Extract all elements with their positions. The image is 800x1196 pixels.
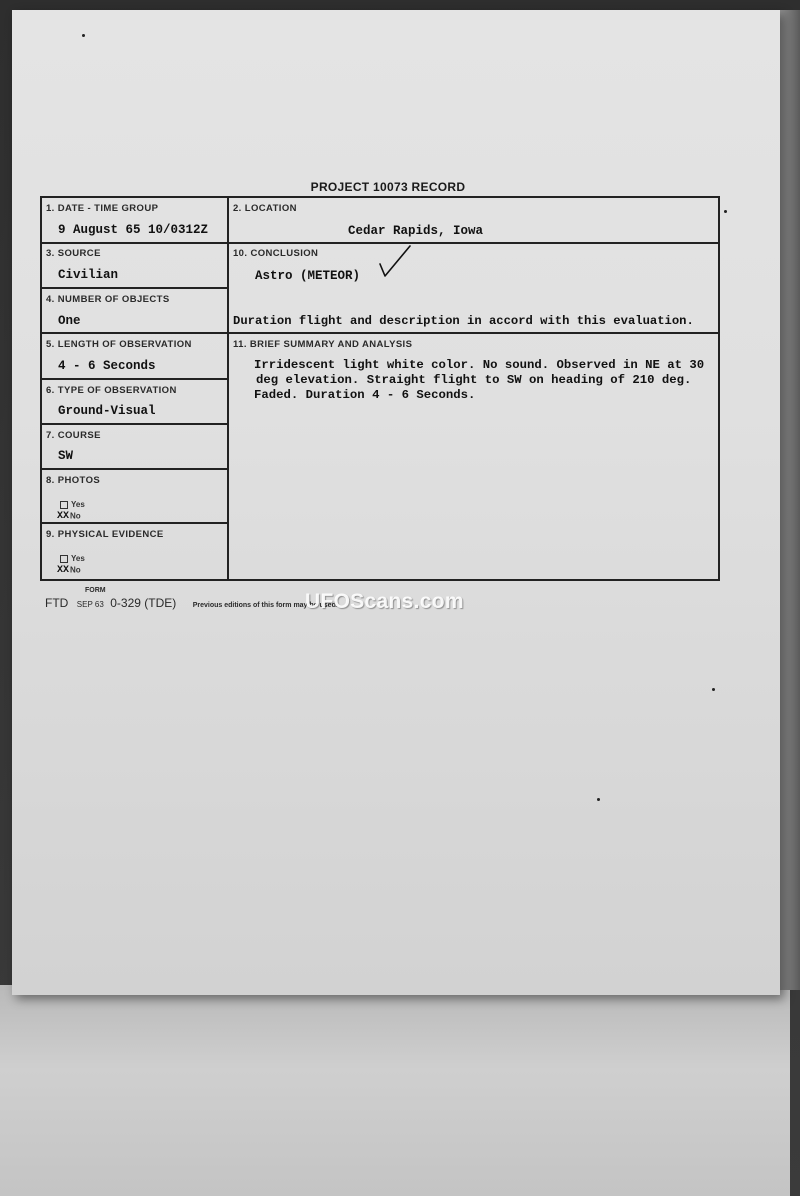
dust-speck <box>724 210 727 213</box>
date-time-group-label: 1. DATE - TIME GROUP <box>46 203 159 214</box>
photos-label: 8. PHOTOS <box>46 475 101 486</box>
form-footer <box>45 587 338 612</box>
length-of-observation-label: 5. LENGTH OF OBSERVATION <box>46 339 192 350</box>
form-date: SEP 63 <box>76 600 104 609</box>
row-divider <box>227 332 718 334</box>
photos-no-label: No <box>70 511 81 521</box>
summary-line: Irridescent light white color. No sound. Observed in NE at 30 <box>254 358 705 372</box>
summary-line: Faded. Duration 4 - 6 Seconds. <box>254 388 476 402</box>
row-divider <box>42 423 228 425</box>
physical-evidence-no-label: No <box>70 565 81 575</box>
record-title: PROJECT 10073 RECORD <box>310 180 466 194</box>
location-value: Cedar Rapids, Iowa <box>348 224 484 238</box>
source-value: Civilian <box>58 268 119 282</box>
physical-evidence-no-mark: XX <box>57 565 70 576</box>
length-of-observation-value: 4 - 6 Seconds <box>58 359 156 373</box>
location-label: 2. LOCATION <box>233 203 297 214</box>
source-label: 3. SOURCE <box>46 248 101 259</box>
photos-yes-option <box>60 500 85 509</box>
course-value: SW <box>58 449 74 463</box>
checkbox-icon <box>60 501 68 509</box>
summary-line: deg elevation. Straight flight to SW on heading of 210 deg. <box>256 373 692 387</box>
dust-speck <box>597 798 600 801</box>
conclusion-label: 10. CONCLUSION <box>233 248 319 259</box>
photos-no-option <box>57 511 81 522</box>
photos-no-mark: XX <box>57 511 70 522</box>
row-divider <box>42 378 228 380</box>
row-divider <box>42 522 228 524</box>
brief-summary-label: 11. BRIEF SUMMARY AND ANALYSIS <box>233 339 413 350</box>
row-divider <box>42 468 228 470</box>
conclusion-note: Duration flight and description in accord with this evaluation. <box>233 314 694 328</box>
brief-summary-text <box>254 358 724 403</box>
physical-evidence-label: 9. PHYSICAL EVIDENCE <box>46 529 164 540</box>
course-label: 7. COURSE <box>46 430 101 441</box>
photos-yes-label: Yes <box>71 500 85 509</box>
checkbox-icon <box>60 555 68 563</box>
checkmark-icon <box>376 244 416 280</box>
date-time-group-value: 9 August 65 10/0312Z <box>58 223 209 237</box>
form-id: FTD <box>45 596 69 610</box>
form-number: 0-329 (TDE) <box>110 596 177 610</box>
dust-speck <box>82 34 85 37</box>
row-divider <box>42 332 228 334</box>
number-of-objects-label: 4. NUMBER OF OBJECTS <box>46 294 170 305</box>
number-of-objects-value: One <box>58 314 81 328</box>
page-edge-shadow <box>778 10 800 990</box>
row-divider <box>42 242 228 244</box>
form-word: FORM <box>85 587 106 594</box>
previous-editions-note: Previous editions of this form may be used. <box>192 602 338 609</box>
conclusion-value: Astro (METEOR) <box>255 269 361 283</box>
physical-evidence-yes-option <box>60 554 85 563</box>
row-divider <box>42 287 228 289</box>
type-of-observation-value: Ground-Visual <box>58 404 156 418</box>
physical-evidence-yes-label: Yes <box>71 554 85 563</box>
physical-evidence-no-option <box>57 565 81 576</box>
lower-sheet <box>0 985 790 1196</box>
type-of-observation-label: 6. TYPE OF OBSERVATION <box>46 385 177 396</box>
row-divider <box>227 242 718 244</box>
watermark: UFOScans.com <box>305 590 464 613</box>
dust-speck <box>712 688 715 691</box>
